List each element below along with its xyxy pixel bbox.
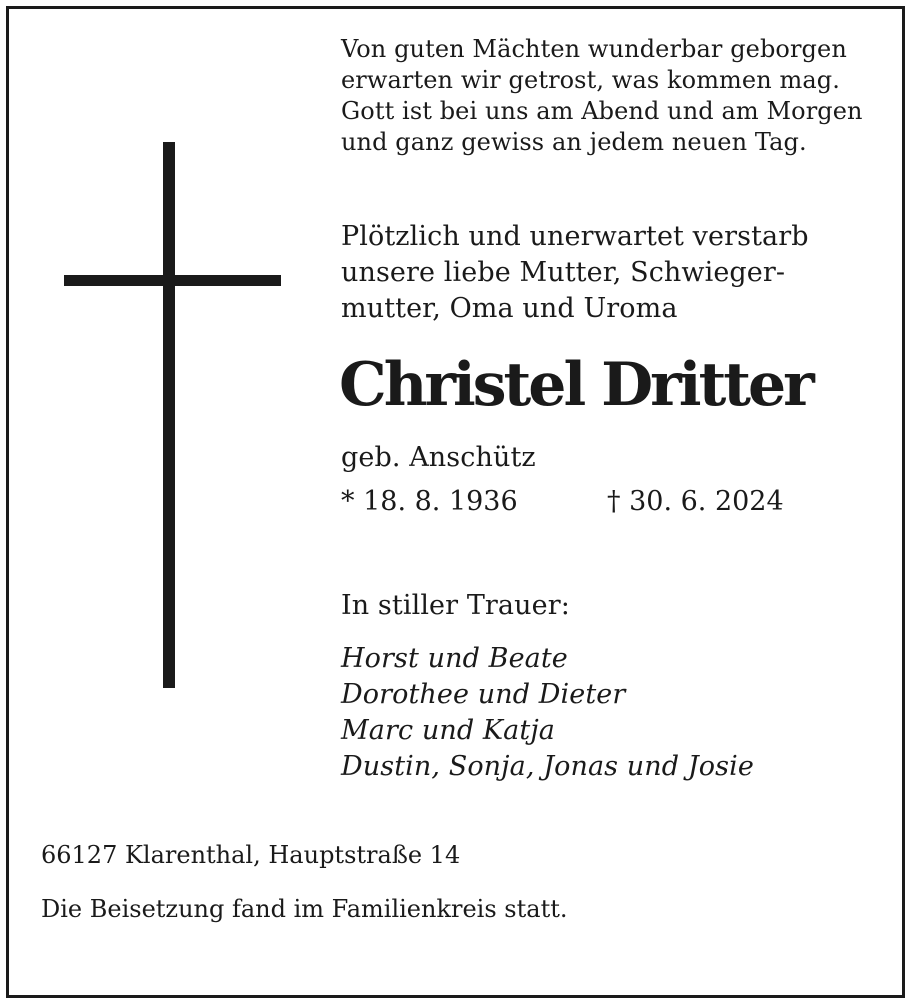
burial-notice: Die Beisetzung fand im Familienkreis statt. <box>41 895 568 923</box>
family-member: Horst und Beate <box>341 643 568 674</box>
poem-line: erwarten wir getrost, was kommen mag. <box>341 66 840 94</box>
announcement-line: mutter, Oma und Uroma <box>341 293 678 324</box>
life-dates <box>341 484 881 524</box>
announcement-line: Plötzlich und unerwartet verstarb <box>341 221 809 252</box>
poem-line: und ganz gewiss an jedem neuen Tag. <box>341 128 807 156</box>
family-member: Dustin, Sonja, Jonas und Josie <box>341 751 754 782</box>
poem-verse <box>341 34 863 158</box>
poem-line: Von guten Mächten wunderbar geborgen <box>341 35 847 63</box>
family-list <box>341 641 754 785</box>
cross-horizontal-beam <box>64 275 281 286</box>
announcement-line: unsere liebe Mutter, Schwieger- <box>341 257 786 288</box>
address: 66127 Klarenthal, Hauptstraße 14 <box>41 841 461 869</box>
family-member: Dorothee und Dieter <box>341 679 626 710</box>
deceased-name: Christel Dritter <box>339 350 812 420</box>
mourning-heading: In stiller Trauer: <box>341 590 570 621</box>
death-announcement <box>341 219 809 327</box>
cross-vertical-beam <box>163 142 175 688</box>
maiden-name: geb. Anschütz <box>341 442 536 473</box>
family-member: Marc und Katja <box>341 715 555 746</box>
birth-date: * 18. 8. 1936 <box>341 486 518 517</box>
death-date: † 30. 6. 2024 <box>607 486 784 517</box>
poem-line: Gott ist bei uns am Abend und am Morgen <box>341 97 863 125</box>
